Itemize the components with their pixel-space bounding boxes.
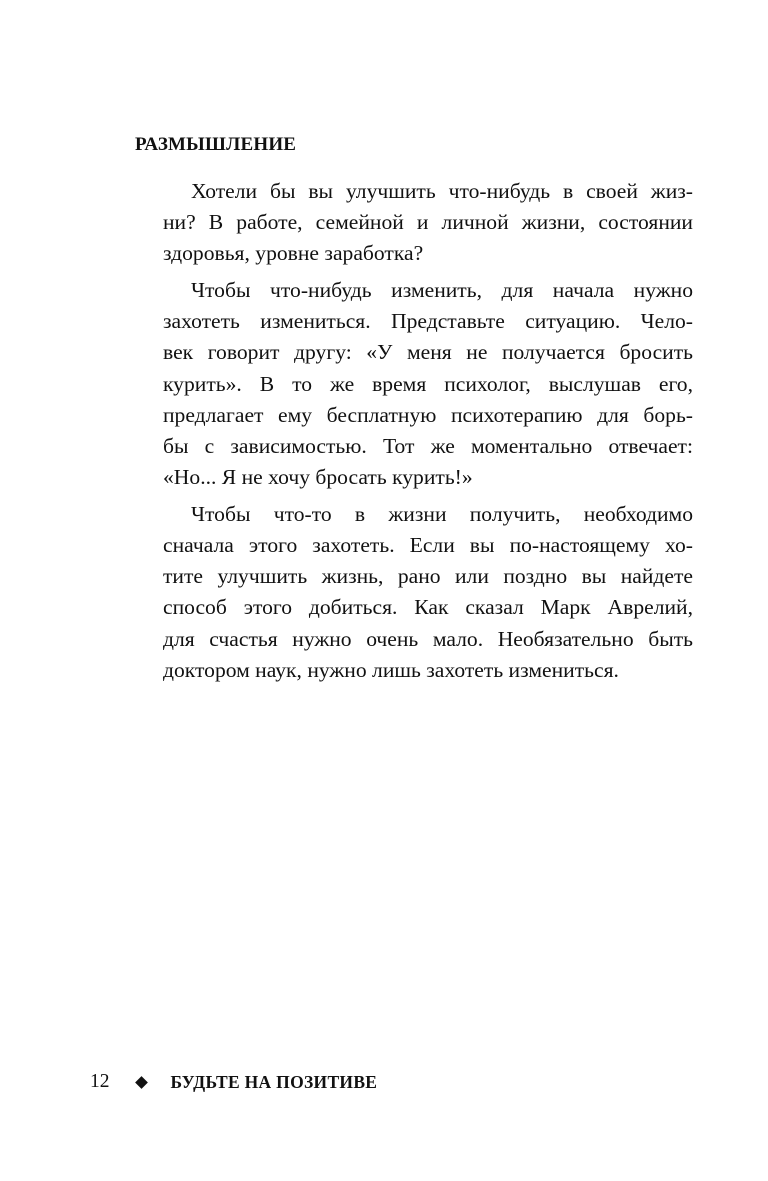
text-line: тите улучшить жизнь, рано или поздно вы найдете — [163, 564, 693, 589]
text-line: способ этого добиться. Как сказал Марк Аврелий, — [163, 595, 693, 620]
section-heading: РАЗМЫШЛЕНИЕ — [135, 134, 297, 155]
paragraph-2 — [163, 275, 693, 493]
text-line: «Но... Я не хочу бросать курить!» — [163, 465, 473, 490]
text-line: захотеть измениться. Представьте ситуацию. Чело- — [163, 309, 693, 334]
page-number: 12 — [90, 1071, 110, 1092]
body-text — [163, 176, 693, 692]
text-line: век говорит другу: «У меня не получается бросить — [163, 340, 693, 365]
text-line: доктором наук, нужно лишь захотеть измениться. — [163, 657, 619, 682]
paragraph-3 — [163, 499, 693, 686]
text-line: Хотели бы вы улучшить что-нибудь в своей жиз- — [191, 179, 693, 203]
text-line: курить». В то же время психолог, выслушав его, — [163, 371, 693, 396]
text-line: бы с зависимостью. Тот же моментально отвечает: — [163, 434, 693, 458]
text-line: сначала этого захотеть. Если вы по-настоящему хо- — [163, 533, 693, 558]
running-title: БУДЬТЕ НА ПОЗИТИВЕ — [170, 1072, 378, 1092]
page-footer — [90, 1069, 377, 1095]
text-line: Чтобы что-нибудь изменить, для начала нужно — [191, 278, 693, 303]
text-line: ни? В работе, семейной и личной жизни, состоянии — [163, 210, 693, 235]
text-line: предлагает ему бесплатную психотерапию для борь- — [163, 402, 693, 427]
text-line: для счастья нужно очень мало. Необязательно быть — [163, 626, 693, 651]
text-line: здоровья, уровне заработка? — [163, 241, 424, 266]
paragraph-1 — [163, 176, 693, 270]
text-line: Чтобы что-то в жизни получить, необходимо — [191, 501, 693, 526]
diamond-icon — [135, 1076, 148, 1089]
